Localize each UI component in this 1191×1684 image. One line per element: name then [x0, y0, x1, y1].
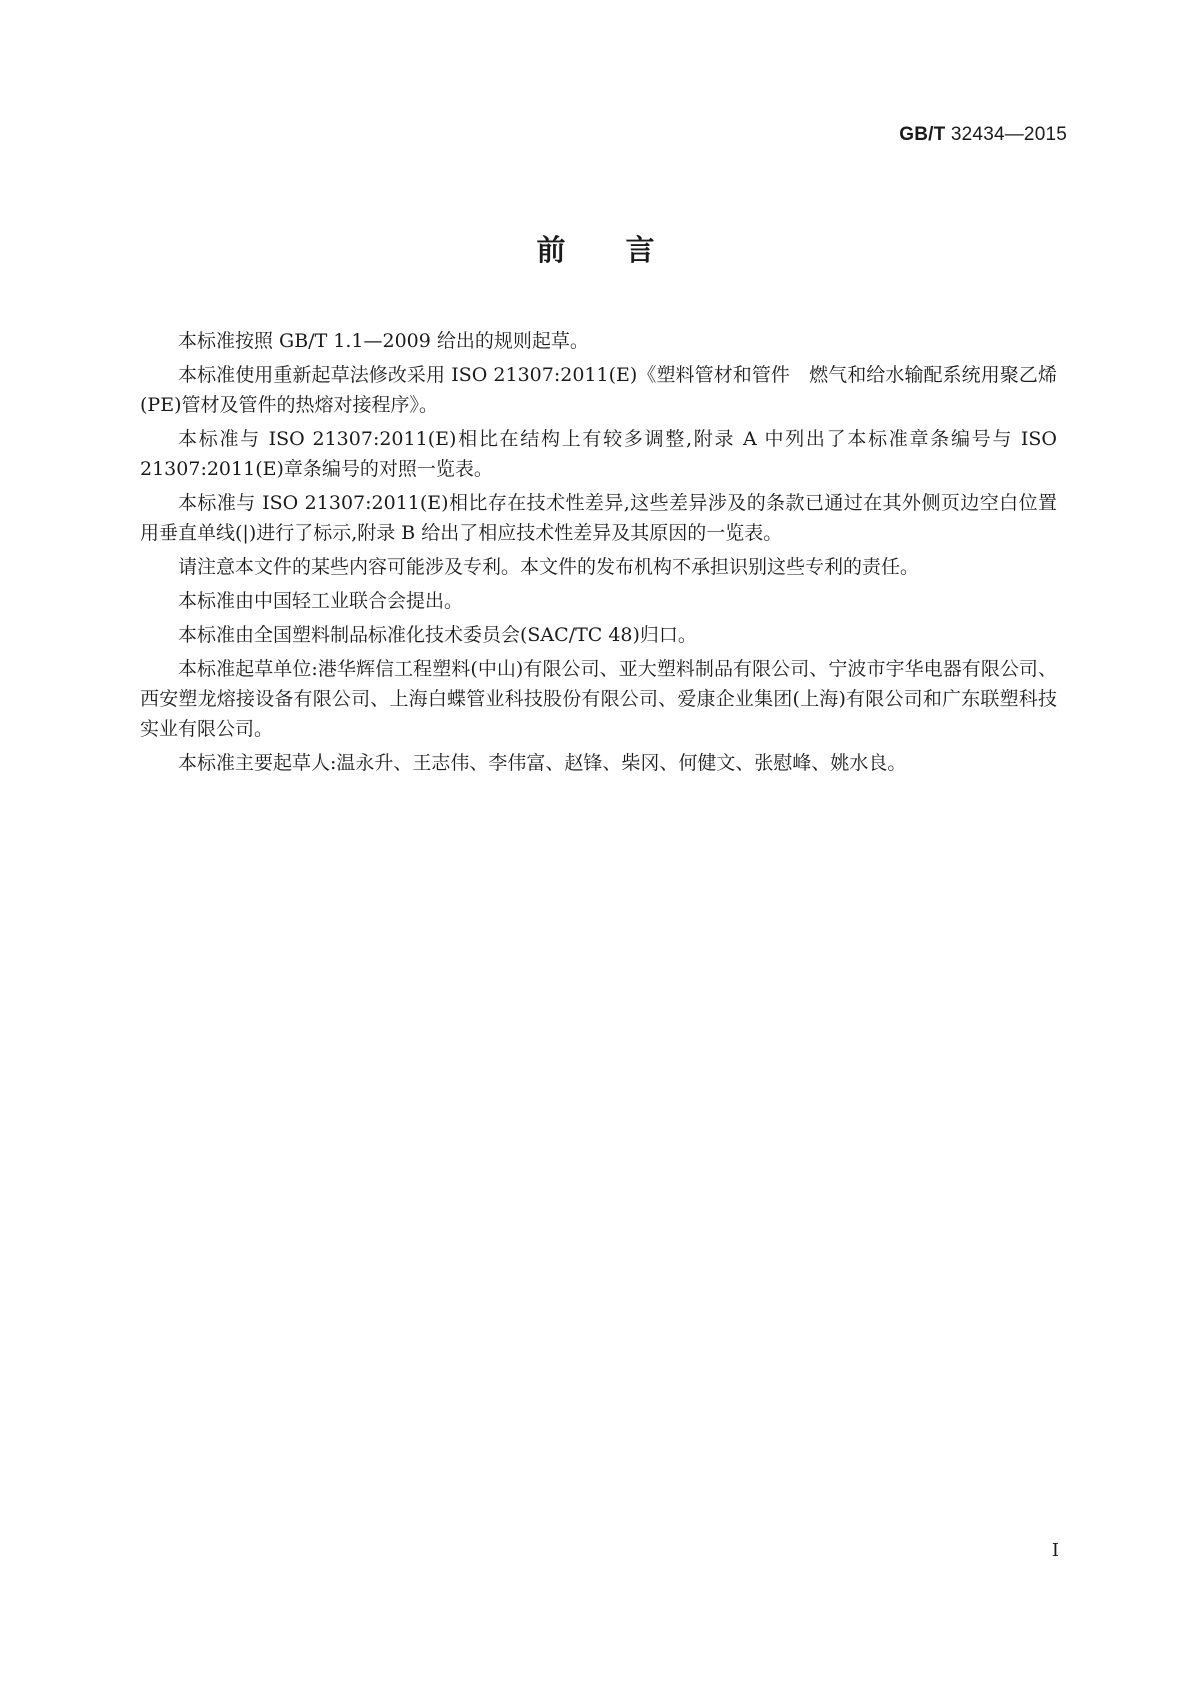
foreword-body: [140, 326, 1057, 782]
page-number: I: [1051, 1540, 1059, 1561]
paragraph-drafters: 本标准主要起草人:温永升、王志伟、李伟富、赵锋、柴冈、何健文、张慰峰、姚水良。: [178, 752, 907, 774]
paragraph-structure-changes: 本标准与 ISO 21307:2011(E)相比在结构上有较多调整,附录 A 中列出了本标准章条编号与 ISO 21307:2011(E)章条编号的对照一览表。: [140, 428, 1057, 480]
standard-code-number: 32434—2015: [950, 124, 1067, 145]
page-title: 前言: [536, 233, 715, 267]
standard-code: [899, 124, 1067, 146]
paragraph-committee: 本标准由全国塑料制品标准化技术委员会(SAC/TC 48)归口。: [178, 624, 697, 646]
paragraph-proposer: 本标准由中国轻工业联合会提出。: [178, 590, 464, 612]
paragraph-drafting-units: 本标准起草单位:港华辉信工程塑料(中山)有限公司、亚大塑料制品有限公司、宁波市宇华电器有限公司、西安塑龙熔接设备有限公司、上海白蝶管业科技股份有限公司、爱康企业集团(上海)有限公司和广东联塑科技实业有限公司。: [140, 658, 1057, 740]
paragraph-adoption: 本标准使用重新起草法修改采用 ISO 21307:2011(E)《塑料管材和管件 燃气和给水输配系统用聚乙烯(PE)管材及管件的热熔对接程序》。: [140, 364, 1057, 416]
standard-code-prefix: GB/T: [899, 124, 946, 145]
paragraph-technical-differences: 本标准与 ISO 21307:2011(E)相比存在技术性差异,这些差异涉及的条款已通过在其外侧页边空白位置用垂直单线(|)进行了标示,附录 B 给出了相应技术性差异及其原因的一览表。: [140, 492, 1057, 544]
paragraph-drafting-rules: 本标准按照 GB/T 1.1—2009 给出的规则起草。: [178, 330, 589, 352]
paragraph-patent-notice: 请注意本文件的某些内容可能涉及专利。本文件的发布机构不承担识别这些专利的责任。: [178, 556, 920, 578]
